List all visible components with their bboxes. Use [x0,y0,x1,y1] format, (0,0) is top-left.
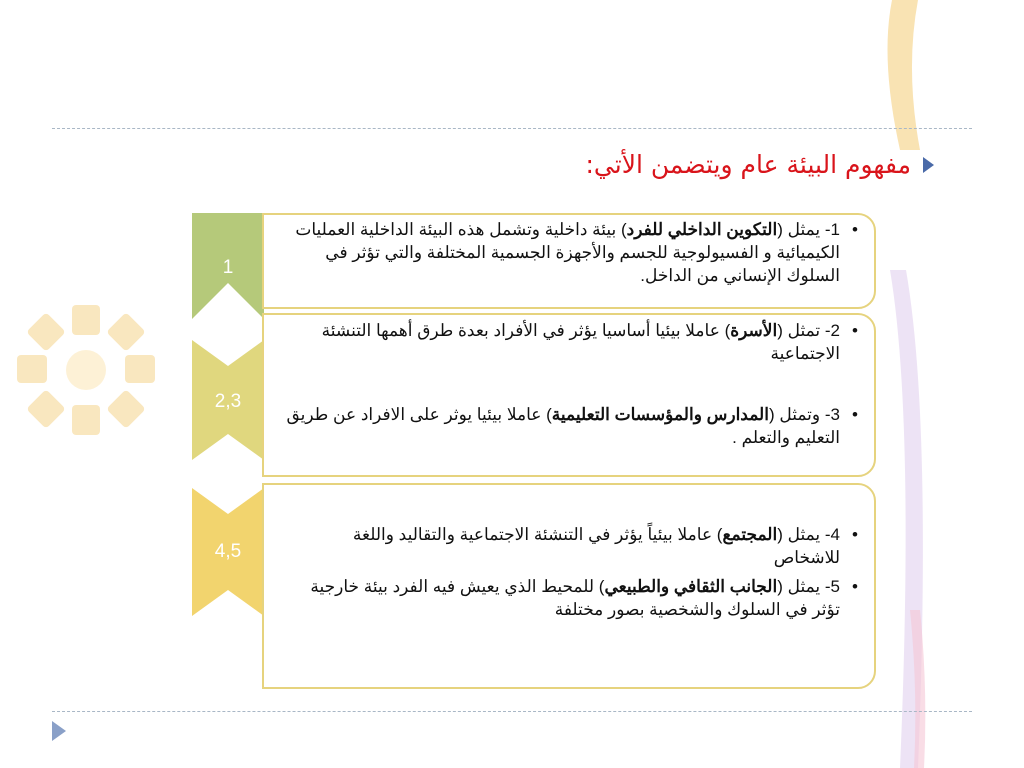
chevron-1-label: 1 [222,257,234,278]
point-3 [284,403,840,449]
title-row [585,150,934,179]
point-emphasis: المدارس والمؤسسات التعليمية [551,405,769,424]
point-number: 2- [820,321,840,340]
point-text: ) بيئة داخلية وتشمل هذه البيئة الداخلية العمليات الكيميائية و الفسيولوجية للجسم والأجهزة الجسمية المختلفة والتي تؤثر في السلوك الإنساني من الداخل. [295,220,840,285]
point-5 [284,575,840,621]
point-number: 3- [820,405,840,424]
point-text: ) عاملا بيئياً يؤثر في التنشئة الاجتماعية والتقاليد واللغة للاشخاص [352,525,840,567]
point-text: يمثل ( [777,525,821,544]
point-emphasis: المجتمع [722,525,778,544]
point-text: ) عاملا بيئيا أساسيا يؤثر في الأفراد بعدة طرق أهمها التنشئة الاجتماعية [321,321,840,363]
point-number: 5- [820,577,840,596]
next-slide-arrow-icon[interactable] [52,721,66,741]
point-text: ) عاملا بيئيا يوثر على الافراد عن طريق التعليم والتعلم . [286,405,840,447]
point-emphasis: الجانب الثقافي والطبيعي [604,577,778,596]
bottom-divider [52,711,972,712]
chevron-2-label: 2,3 [214,391,242,412]
point-text: تمثل ( [777,321,821,340]
slide-title: مفهوم البيئة عام ويتضمن الأتي: [585,150,911,179]
point-2 [284,319,840,365]
point-text: يمثل ( [777,220,821,239]
point-4 [284,523,840,569]
point-emphasis: الأسرة [730,321,778,340]
top-divider [52,128,972,129]
point-text: ) للمحيط الذي يعيش فيه الفرد بيئة خارجية تؤثر في السلوك والشخصية بصور مختلفة [310,577,840,619]
point-1 [284,218,840,287]
content-box-3 [262,483,876,689]
point-text: يمثل ( [777,577,821,596]
decorative-flower [12,300,162,440]
content-box-2 [262,313,876,477]
point-text: وتمثل ( [768,405,821,424]
decorative-streak-right [870,270,950,768]
point-number: 1- [820,220,840,239]
bullet-arrow-icon [923,157,934,173]
content-box-1 [262,213,876,309]
chevron-3-label: 4,5 [214,541,242,562]
point-number: 4- [820,525,840,544]
point-emphasis: التكوين الداخلي للفرد [626,220,778,239]
